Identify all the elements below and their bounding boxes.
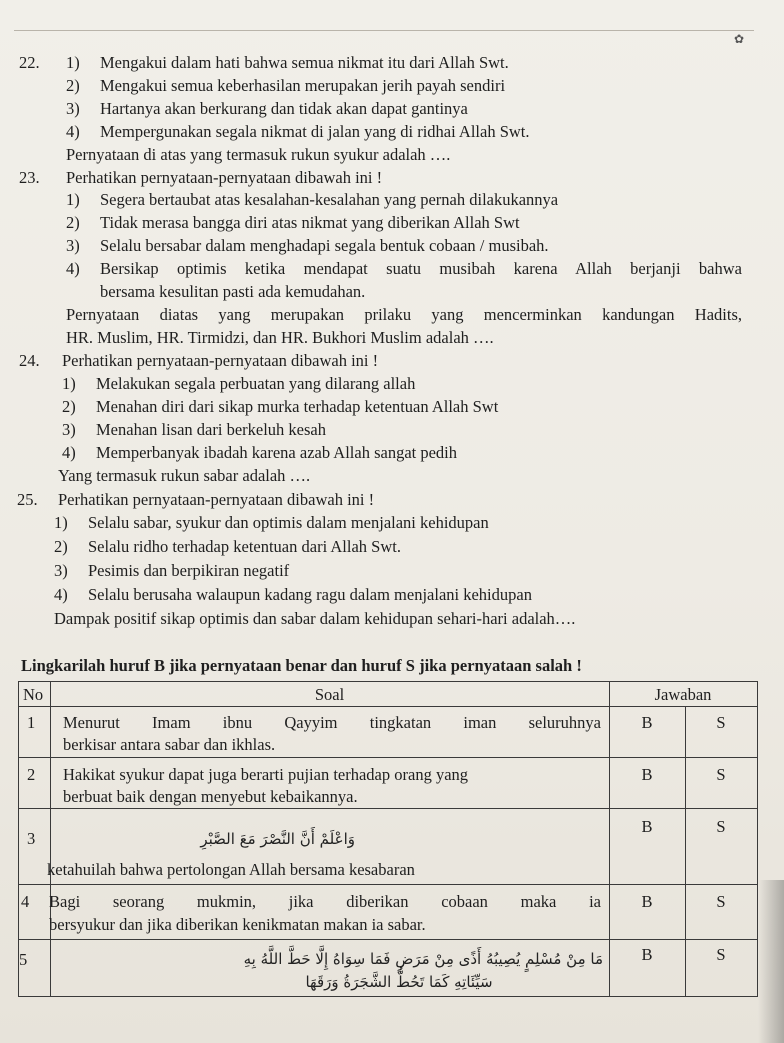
row-4-number: 4 xyxy=(21,892,30,911)
row-2-number: 2 xyxy=(27,765,36,784)
q23-item-2: 2) Tidak merasa bangga diri atas nikmat yang diberikan Allah Swt xyxy=(66,213,520,232)
q24-question: Yang termasuk rukun sabar adalah …. xyxy=(58,466,311,485)
q23-item-1: 1) Segera bertaubat atas kesalahan-kesalahan yang pernah dilakukannya xyxy=(66,190,559,209)
header-jawaban: Jawaban xyxy=(654,685,712,704)
row-4-statement-line-2: bersyukur dan jika diberikan kenikmatan makan ia sabar. xyxy=(49,915,426,934)
q24-item-1: 1) Melakukan segala perbuatan yang dilarang allah xyxy=(62,374,416,393)
q22-item-4: 4) Mempergunakan segala nikmat di jalan yang di ridhai Allah Swt. xyxy=(66,122,530,141)
row-1-option-s[interactable]: S xyxy=(716,713,726,732)
page-edge-shadow xyxy=(758,880,784,1043)
corner-mark-icon: ✿ xyxy=(734,32,745,46)
row-divider-2 xyxy=(19,808,757,809)
row-4-option-s[interactable]: S xyxy=(716,892,726,911)
row-4-statement-line-1: Bagi seorang mukmin, jika diberikan cobaan maka ia xyxy=(49,892,601,911)
question-23-number: 23. xyxy=(19,168,40,187)
col-divider-no xyxy=(50,682,51,996)
row-2-statement-line-1: Hakikat syukur dapat juga berarti pujian terhadap orang yang xyxy=(63,765,469,784)
q23-question-line-2: HR. Muslim, HR. Tirmidzi, dan HR. Bukhori Muslim adalah …. xyxy=(66,328,494,347)
q23-item-4: 4) Bersikap optimis ketika mendapat suatu musibah karena Allah berjanji bahwa xyxy=(66,259,742,278)
header-no: No xyxy=(23,685,44,704)
row-divider-4 xyxy=(19,939,757,940)
row-2-statement-line-2: berbuat baik dengan menyebut kebaikannya. xyxy=(63,787,358,806)
row-divider-1 xyxy=(19,757,757,758)
row-3-arabic-text: وَاعْلَمْ أَنَّ النَّصْرَ مَعَ الصَّبْرِ xyxy=(200,830,355,848)
q25-item-2: 2) Selalu ridho terhadap ketentuan dari Allah Swt. xyxy=(54,537,401,556)
q23-intro: Perhatikan pernyataan-pernyataan dibawah ini ! xyxy=(66,168,383,187)
row-2-option-b[interactable]: B xyxy=(641,765,653,784)
header-soal: Soal xyxy=(314,685,345,704)
true-false-table xyxy=(18,681,758,997)
row-3-number: 3 xyxy=(27,829,36,848)
row-3-option-s[interactable]: S xyxy=(716,817,726,836)
row-5-arabic-line-1: مَا مِنْ مُسْلِمٍ يُصِيبُهُ أَذًى مِنْ مَرَضٍ فَمَا سِوَاهُ إِلَّا حَطَّ اللَّهُ بِهِ xyxy=(243,950,603,968)
row-3-statement-line-2: ketahuilah bahwa pertolongan Allah bersama kesabaran xyxy=(47,860,415,879)
row-5-arabic-line-2: سَيِّئَاتِهِ كَمَا تَحُطُّ الشَّجَرَةُ وَرَقَهَا xyxy=(305,973,493,991)
top-rule xyxy=(14,30,754,31)
q25-item-4: 4) Selalu berusaha walaupun kadang ragu dalam menjalani kehidupan xyxy=(54,585,532,604)
row-3-option-b[interactable]: B xyxy=(641,817,653,836)
true-false-instruction: Lingkarilah huruf B jika pernyataan benar dan huruf S jika pernyataan salah ! xyxy=(21,656,582,675)
row-5-option-s[interactable]: S xyxy=(716,945,726,964)
q24-item-2: 2) Menahan diri dari sikap murka terhadap ketentuan Allah Swt xyxy=(62,397,499,416)
row-5-number: 5 xyxy=(19,950,28,969)
header-divider xyxy=(19,706,757,707)
q24-item-4: 4) Memperbanyak ibadah karena azab Allah sangat pedih xyxy=(62,443,458,462)
q23-question-line-1: Pernyataan diatas yang merupakan prilaku yang mencerminkan kandungan Hadits, xyxy=(66,305,742,324)
row-1-option-b[interactable]: B xyxy=(641,713,653,732)
row-1-number: 1 xyxy=(27,713,36,732)
q24-intro: Perhatikan pernyataan-pernyataan dibawah ini ! xyxy=(62,351,379,370)
question-24-number: 24. xyxy=(19,351,40,370)
q25-question: Dampak positif sikap optimis dan sabar dalam kehidupan sehari-hari adalah…. xyxy=(54,609,576,628)
q25-item-1: 1) Selalu sabar, syukur dan optimis dalam menjalani kehidupan xyxy=(54,513,489,532)
q24-item-3: 3) Menahan lisan dari berkeluh kesah xyxy=(62,420,327,439)
row-5-option-b[interactable]: B xyxy=(641,945,653,964)
q22-item-2: 2) Mengakui semua keberhasilan merupakan jerih payah sendiri xyxy=(66,76,506,95)
row-1-statement-line-2: berkisar antara sabar dan ikhlas. xyxy=(63,735,276,754)
row-divider-3 xyxy=(19,884,757,885)
q22-item-1: 1) Mengakui dalam hati bahwa semua nikmat itu dari Allah Swt. xyxy=(66,53,509,72)
question-22-number: 22. xyxy=(19,53,40,72)
q25-intro: Perhatikan pernyataan-pernyataan dibawah ini ! xyxy=(58,490,375,509)
row-2-option-s[interactable]: S xyxy=(716,765,726,784)
q25-item-3: 3) Pesimis dan berpikiran negatif xyxy=(54,561,290,580)
q22-question: Pernyataan di atas yang termasuk rukun syukur adalah …. xyxy=(66,145,451,164)
question-25-number: 25. xyxy=(17,490,38,509)
q22-item-3: 3) Hartanya akan berkurang dan tidak akan dapat gantinya xyxy=(66,99,468,118)
row-4-option-b[interactable]: B xyxy=(641,892,653,911)
row-1-statement-line-1: Menurut Imam ibnu Qayyim tingkatan iman seluruhnya xyxy=(63,713,601,732)
q23-item-4-continuation: bersama kesulitan pasti ada kemudahan. xyxy=(100,282,366,301)
q23-item-3: 3) Selalu bersabar dalam menghadapi segala bentuk cobaan / musibah. xyxy=(66,236,549,255)
